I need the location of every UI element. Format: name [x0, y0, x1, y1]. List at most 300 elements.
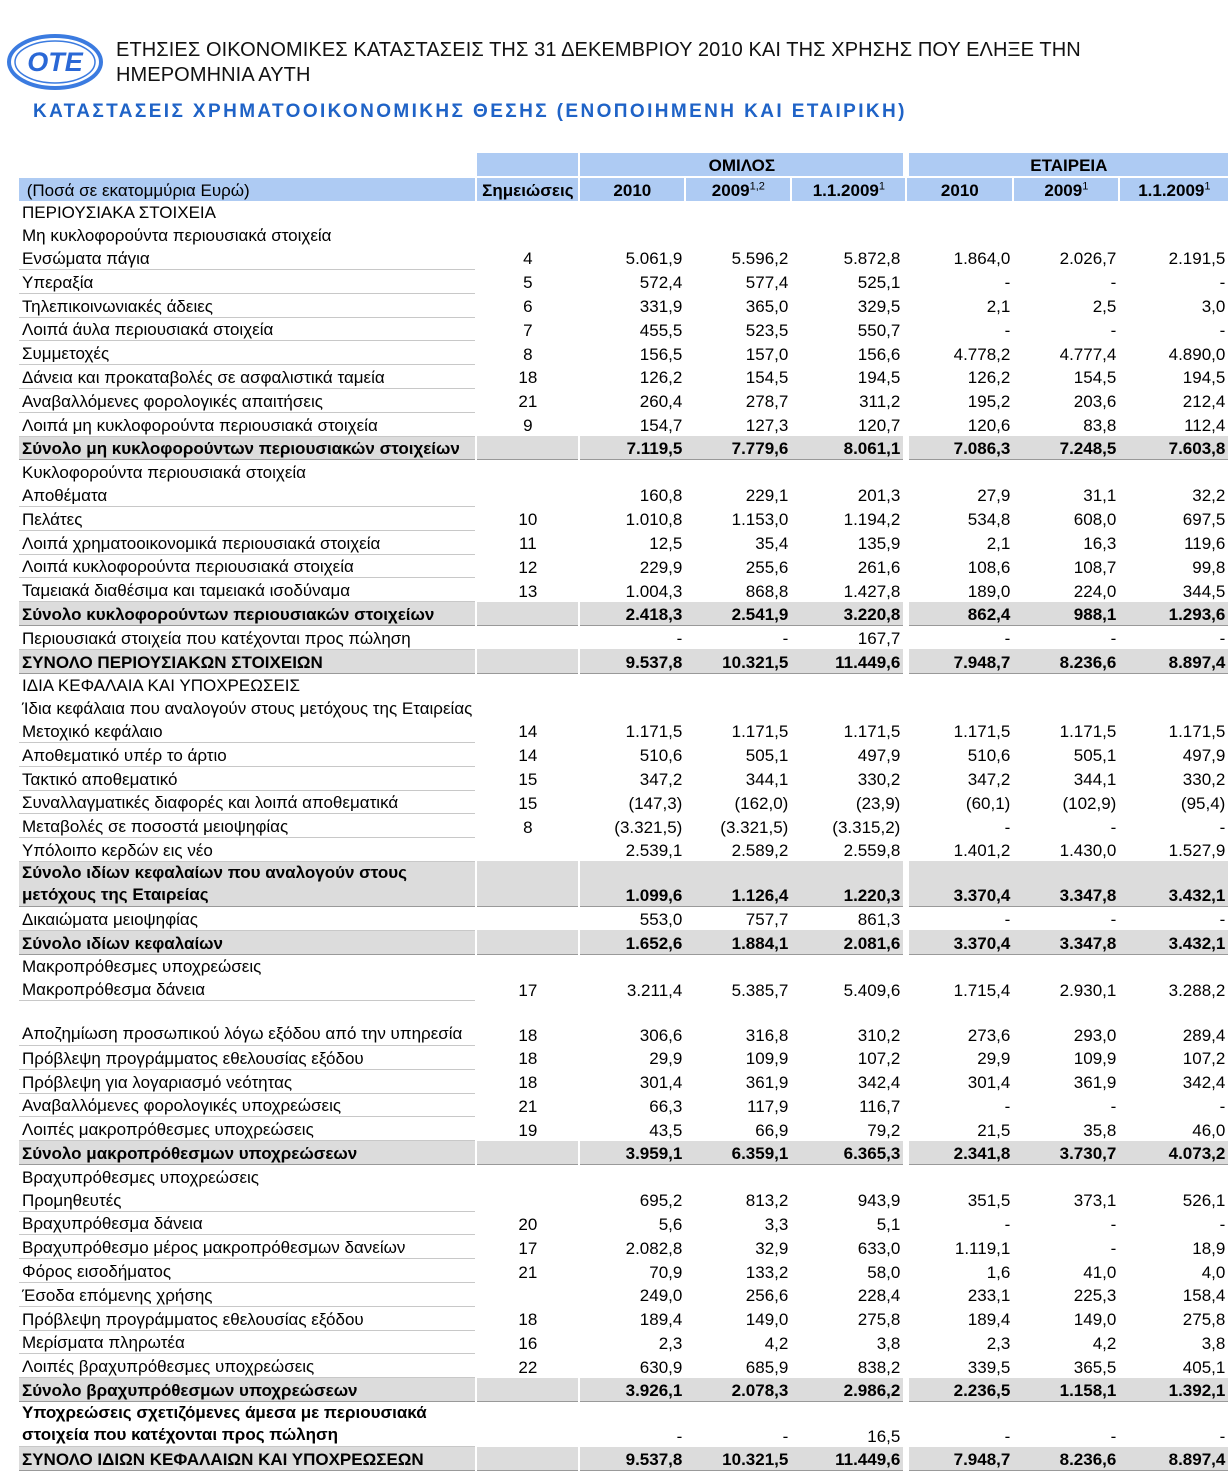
value-cell: 3.432,1: [1119, 861, 1228, 906]
section-label: ΙΔΙΑ ΚΕΦΑΛΑΙΑ ΚΑΙ ΥΠΟΧΡΕΩΣΕΙΣ: [22, 676, 301, 696]
table-row: [19, 838, 1228, 862]
value-cell: 7.779,6: [685, 436, 791, 460]
value-cell: 365,5: [1073, 1357, 1117, 1377]
table-row: [19, 412, 1228, 436]
value-cell: 229,9: [639, 557, 683, 577]
value-cell: [1119, 954, 1228, 977]
table-row: [19, 1093, 1228, 1117]
table-row: [19, 293, 1228, 317]
value-cell: 2.589,2: [731, 841, 789, 861]
note-ref: [476, 861, 579, 906]
value-cell: (95,4): [1180, 793, 1226, 813]
value-cell: 261,6: [857, 557, 901, 577]
value-cell: 1.427,8: [843, 581, 901, 601]
value-cell: 330,2: [1182, 770, 1226, 790]
value-cell: 6.365,3: [791, 1141, 906, 1165]
row-label: Αποθέματα: [19, 483, 476, 506]
value-cell: -: [1219, 817, 1226, 837]
value-cell: 224,0: [1073, 581, 1117, 601]
note-ref: [476, 930, 579, 954]
table-row: [19, 365, 1228, 389]
row-label: Μετοχικό κεφάλαιο: [19, 719, 476, 742]
value-cell: 7.248,5: [1013, 436, 1119, 460]
row-label: ΣΥΝΟΛΟ ΠΕΡΙΟΥΣΙΑΚΩΝ ΣΤΟΙΧΕΙΩΝ: [19, 649, 476, 673]
value-cell: 32,9: [755, 1238, 789, 1258]
table-row: [19, 1046, 1228, 1070]
value-cell: 4.778,2: [906, 341, 1013, 365]
section-label: Βραχυπρόθεσμες υποχρεώσεις: [22, 1167, 259, 1187]
value-cell: -: [1110, 910, 1117, 930]
value-cell: [791, 696, 906, 719]
value-cell: 1.715,4: [906, 977, 1013, 1000]
value-cell: -: [1219, 629, 1226, 649]
value-cell: 203,6: [1073, 392, 1117, 412]
value-cell: -: [1110, 629, 1117, 649]
table-row: [19, 1211, 1228, 1235]
value-cell: 3.730,7: [1013, 1141, 1119, 1165]
value-cell: 1.010,8: [625, 510, 683, 530]
value-cell: -: [906, 1402, 1013, 1447]
value-cell: 2,1: [906, 293, 1013, 317]
value-cell: 550,7: [857, 320, 901, 340]
value-cell: 16,3: [1083, 534, 1117, 554]
value-cell: 868,8: [745, 581, 789, 601]
note-ref: 18: [476, 1046, 579, 1070]
value-cell: 117,9: [747, 1096, 789, 1116]
value-cell: 126,2: [906, 365, 1013, 389]
value-cell: 3.347,8: [1013, 861, 1119, 906]
value-cell: [1119, 696, 1228, 719]
total-row: [19, 930, 1228, 954]
table-row: [19, 1235, 1228, 1259]
value-cell: 306,6: [639, 1025, 683, 1045]
value-cell: (3.315,2): [832, 817, 901, 837]
value-cell: -: [1110, 273, 1117, 293]
value-cell: 149,0: [1073, 1310, 1117, 1330]
value-cell: 633,0: [857, 1238, 901, 1258]
value-cell: 577,4: [745, 273, 789, 293]
value-cell: -: [1110, 1096, 1117, 1116]
value-cell: -: [906, 1093, 1013, 1117]
value-cell: 4,0: [1201, 1262, 1226, 1282]
value-cell: (23,9): [855, 793, 901, 813]
section-row: [19, 673, 1228, 696]
value-cell: [685, 1165, 791, 1188]
value-cell: 3.288,2: [1168, 980, 1226, 1000]
value-cell: [1013, 696, 1119, 719]
note-ref: [476, 1141, 579, 1165]
value-cell: 1.864,0: [906, 246, 1013, 269]
value-cell: 1.171,5: [731, 722, 789, 742]
value-cell: 18,9: [1192, 1238, 1226, 1258]
document-title: ΕΤΗΣΙΕΣ ΟΙΚΟΝΟΜΙΚΕΣ ΚΑΤΑΣΤΑΣΕΙΣ ΤΗΣ 31 ΔΕΚΕΜΒΡΙΟΥ 2010 ΚΑΙ ΤΗΣ ΧΡΗΣΗΣ ΠΟΥ ΕΛΗΞΕ ΤΗΝ ΗΜΕΡΟΜΗΝΙΑ ΑΥΤΗ: [116, 39, 1081, 86]
row-label: Λοιπά χρηματοοικονομικά περιουσιακά στοιχεία: [19, 530, 476, 554]
value-cell: 697,5: [1182, 510, 1226, 530]
year-col-5: 1.1.2009$^1$: [1119, 177, 1228, 201]
value-cell: 3.220,8: [791, 602, 906, 626]
value-cell: 331,9: [639, 297, 683, 317]
row-label: Λοιπές μακροπρόθεσμες υποχρεώσεις: [19, 1117, 476, 1141]
table-row: [19, 814, 1228, 838]
table-row: [19, 977, 1228, 1000]
value-cell: 2,3: [906, 1330, 1013, 1354]
value-cell: -: [1110, 1426, 1117, 1446]
section-row: [19, 954, 1228, 977]
value-cell: 329,5: [857, 297, 901, 317]
row-label: Δικαιώματα μειοψηφίας: [19, 906, 476, 930]
value-cell: 135,9: [857, 534, 901, 554]
value-cell: -: [1219, 1426, 1226, 1446]
note-ref: [476, 1188, 579, 1211]
value-cell: 194,5: [857, 368, 901, 388]
row-label: Σύνολο βραχυπρόθεσμων υποχρεώσεων: [19, 1378, 476, 1402]
row-label: Λοιπά άυλα περιουσιακά στοιχεία: [19, 317, 476, 341]
value-cell: [791, 223, 906, 246]
value-cell: 108,7: [1073, 557, 1117, 577]
value-cell: 2.541,9: [685, 602, 791, 626]
value-cell: 3.211,4: [626, 980, 683, 1000]
value-cell: 361,9: [745, 1073, 789, 1093]
note-ref: [476, 223, 579, 246]
note-ref: 19: [476, 1117, 579, 1141]
note-ref: [476, 1165, 579, 1188]
value-cell: 5.596,2: [731, 249, 789, 269]
value-cell: 167,7: [857, 629, 901, 649]
total-row: [19, 649, 1228, 673]
value-cell: 7.119,5: [579, 436, 685, 460]
value-cell: 311,2: [859, 392, 901, 412]
value-cell: [1119, 1165, 1228, 1188]
section-row: [19, 460, 1228, 483]
value-cell: [791, 1165, 906, 1188]
table-row: [19, 1117, 1228, 1141]
value-cell: 27,9: [906, 483, 1013, 506]
value-cell: -: [676, 1426, 683, 1446]
value-cell: 1.194,2: [843, 510, 901, 530]
year-col-2: 1.1.2009$^1$: [791, 177, 906, 201]
row-label: Λοιπές βραχυπρόθεσμες υποχρεώσεις: [19, 1354, 476, 1378]
table-row: [19, 554, 1228, 578]
value-cell: 813,2: [745, 1191, 789, 1211]
value-cell: [791, 201, 906, 224]
value-cell: 1.430,0: [1059, 841, 1117, 861]
value-cell: 273,6: [906, 1001, 1013, 1046]
value-cell: [579, 201, 685, 224]
value-cell: -: [1219, 273, 1226, 293]
value-cell: 351,5: [906, 1188, 1013, 1211]
row-label: Ταμειακά διαθέσιμα και ταμειακά ισοδύναμα: [19, 578, 476, 602]
value-cell: 4,2: [1092, 1333, 1117, 1353]
value-cell: 2,1: [906, 530, 1013, 554]
note-ref: [476, 436, 579, 460]
value-cell: 154,7: [639, 416, 683, 436]
value-cell: [906, 223, 1013, 246]
value-cell: [1013, 223, 1119, 246]
value-cell: -: [906, 269, 1013, 293]
section-label: Μη κυκλοφορούντα περιουσιακά στοιχεία: [22, 226, 332, 246]
value-cell: 189,4: [639, 1310, 683, 1330]
note-ref: [476, 838, 579, 862]
value-cell: 2.341,8: [906, 1141, 1013, 1165]
value-cell: 553,0: [639, 910, 683, 930]
note-ref: 14: [476, 719, 579, 742]
value-cell: 2.191,5: [1168, 249, 1226, 269]
header-blank: [19, 153, 476, 177]
value-cell: 526,1: [1182, 1191, 1226, 1211]
value-cell: 126,2: [639, 368, 683, 388]
value-cell: 7.086,3: [906, 436, 1013, 460]
value-cell: [906, 954, 1013, 977]
value-cell: 154,5: [745, 368, 789, 388]
value-cell: 5.409,6: [843, 980, 901, 1000]
table-row: [19, 246, 1228, 269]
value-cell: 339,5: [906, 1354, 1013, 1378]
value-cell: [906, 460, 1013, 483]
row-label: Βραχυπρόθεσμο μέρος μακροπρόθεσμων δανείων: [19, 1235, 476, 1259]
value-cell: 344,5: [1182, 581, 1226, 601]
value-cell: 119,6: [1184, 534, 1226, 554]
value-cell: 109,9: [745, 1049, 789, 1069]
note-ref: 15: [476, 766, 579, 790]
value-cell: [791, 460, 906, 483]
note-ref: [476, 906, 579, 930]
value-cell: 189,0: [906, 578, 1013, 602]
value-cell: 3,0: [1201, 297, 1226, 317]
note-ref: [476, 696, 579, 719]
value-cell: 1.171,5: [625, 722, 683, 742]
note-ref: 6: [476, 293, 579, 317]
value-cell: [906, 201, 1013, 224]
value-cell: 2.559,8: [843, 841, 901, 861]
note-ref: [476, 673, 579, 696]
value-cell: -: [1219, 910, 1226, 930]
value-cell: [906, 673, 1013, 696]
value-cell: 120,6: [906, 412, 1013, 436]
section-row: [19, 223, 1228, 246]
value-cell: 260,4: [639, 392, 683, 412]
value-cell: 10.321,5: [685, 649, 791, 673]
value-cell: 1.171,5: [906, 719, 1013, 742]
note-ref: [476, 1402, 579, 1447]
total-row: [19, 602, 1228, 626]
value-cell: [1013, 673, 1119, 696]
value-cell: 127,3: [745, 416, 789, 436]
table-row: [19, 578, 1228, 602]
value-cell: 1.220,3: [791, 861, 906, 906]
table-row: [19, 341, 1228, 365]
value-cell: 3.370,4: [906, 861, 1013, 906]
value-cell: -: [1110, 817, 1117, 837]
value-cell: 505,1: [1073, 746, 1117, 766]
value-cell: 630,9: [639, 1357, 683, 1377]
value-cell: 3.959,1: [579, 1141, 685, 1165]
value-cell: 572,4: [639, 273, 683, 293]
value-cell: 5.872,8: [843, 249, 901, 269]
value-cell: [579, 223, 685, 246]
value-cell: 455,5: [639, 320, 683, 340]
value-cell: 4.890,0: [1168, 344, 1226, 364]
row-label: Τακτικό αποθεματικό: [19, 766, 476, 790]
value-cell: 1.293,6: [1119, 602, 1228, 626]
value-cell: -: [1219, 320, 1226, 340]
value-cell: [1013, 460, 1119, 483]
value-cell: [1013, 954, 1119, 977]
value-cell: 2,5: [1092, 297, 1117, 317]
value-cell: 301,4: [906, 1069, 1013, 1093]
note-ref: [476, 201, 579, 224]
note-ref: 21: [476, 388, 579, 412]
value-cell: 29,9: [906, 1046, 1013, 1070]
value-cell: 1.527,9: [1168, 841, 1226, 861]
value-cell: 695,2: [639, 1191, 683, 1211]
section-label: Κυκλοφορούντα περιουσιακά στοιχεία: [22, 463, 307, 483]
value-cell: 685,9: [745, 1357, 789, 1377]
year-header-row: [19, 177, 1228, 201]
value-cell: [906, 696, 1013, 719]
value-cell: [791, 954, 906, 977]
amounts-label: (Ποσά σε εκατομμύρια Ευρώ): [19, 177, 476, 201]
note-ref: 21: [476, 1093, 579, 1117]
value-cell: 757,7: [745, 910, 789, 930]
table-row: [19, 1330, 1228, 1354]
value-cell: 838,2: [857, 1357, 901, 1377]
table-row: [19, 388, 1228, 412]
value-cell: 1.004,3: [625, 581, 683, 601]
value-cell: 8.236,6: [1013, 649, 1119, 673]
value-cell: 9.537,8: [579, 1447, 685, 1471]
row-label: Σύνολο ιδίων κεφαλαίων που αναλογούν στους μετόχους της Εταιρείας: [19, 861, 476, 906]
note-ref: [476, 649, 579, 673]
group-omilos: ΟΜΙΛΟΣ: [579, 153, 906, 177]
value-cell: 8.897,4: [1119, 1447, 1228, 1471]
value-cell: [1119, 460, 1228, 483]
value-cell: 8.061,1: [791, 436, 906, 460]
value-cell: 1.171,5: [1168, 722, 1226, 742]
value-cell: 1.652,6: [579, 930, 685, 954]
value-cell: (147,3): [628, 793, 683, 813]
value-cell: 7.948,7: [906, 649, 1013, 673]
table-row: [19, 719, 1228, 742]
value-cell: [906, 1165, 1013, 1188]
value-cell: 249,0: [639, 1286, 683, 1306]
value-cell: 157,0: [745, 344, 789, 364]
value-cell: 361,9: [1073, 1073, 1117, 1093]
value-cell: 862,4: [906, 602, 1013, 626]
value-cell: 293,0: [1073, 1025, 1117, 1045]
value-cell: 32,2: [1192, 486, 1226, 506]
value-cell: 510,6: [639, 746, 683, 766]
row-label: Λοιπά μη κυκλοφορούντα περιουσιακά στοιχεία: [19, 412, 476, 436]
table-row: [19, 530, 1228, 554]
value-cell: 255,6: [745, 557, 789, 577]
value-cell: 11.449,6: [791, 1447, 906, 1471]
value-cell: 212,4: [1182, 392, 1226, 412]
row-label: Περιουσιακά στοιχεία που κατέχονται προς πώληση: [19, 625, 476, 649]
value-cell: 3.432,1: [1119, 930, 1228, 954]
value-cell: 21,5: [906, 1117, 1013, 1141]
value-cell: 2.986,2: [791, 1378, 906, 1402]
value-cell: 2.539,1: [625, 841, 683, 861]
value-cell: 608,0: [1073, 510, 1117, 530]
value-cell: 149,0: [745, 1310, 789, 1330]
note-ref: 12: [476, 554, 579, 578]
value-cell: 1.401,2: [906, 838, 1013, 862]
row-label: Σύνολο κυκλοφορούντων περιουσιακών στοιχείων: [19, 602, 476, 626]
value-cell: 2.236,5: [906, 1378, 1013, 1402]
value-cell: [1119, 673, 1228, 696]
value-cell: 4.073,2: [1119, 1141, 1228, 1165]
value-cell: 1.171,5: [1059, 722, 1117, 742]
value-cell: 154,5: [1073, 368, 1117, 388]
value-cell: 510,6: [906, 742, 1013, 766]
value-cell: 3,8: [876, 1333, 901, 1353]
value-cell: [791, 673, 906, 696]
value-cell: 156,6: [857, 344, 901, 364]
value-cell: 2.930,1: [1059, 980, 1117, 1000]
value-cell: 12,5: [649, 534, 683, 554]
row-label: Μεταβολές σε ποσοστά μειοψηφίας: [19, 814, 476, 838]
value-cell: 1.884,1: [685, 930, 791, 954]
value-cell: 83,8: [1083, 416, 1117, 436]
value-cell: 497,9: [857, 746, 901, 766]
value-cell: 225,3: [1073, 1286, 1117, 1306]
value-cell: [685, 201, 791, 224]
row-label: Υπόλοιπο κερδών εις νέο: [19, 838, 476, 862]
note-ref: [476, 460, 579, 483]
value-cell: [579, 696, 685, 719]
value-cell: 108,6: [906, 554, 1013, 578]
note-ref: [476, 1283, 579, 1307]
value-cell: 79,2: [867, 1120, 901, 1140]
row-label: Συμμετοχές: [19, 341, 476, 365]
note-ref: [476, 954, 579, 977]
notes-header: Σημειώσεις: [476, 177, 579, 201]
value-cell: -: [782, 629, 789, 649]
value-cell: 66,9: [755, 1120, 789, 1140]
row-label: Μερίσματα πληρωτέα: [19, 1330, 476, 1354]
value-cell: 31,1: [1083, 486, 1117, 506]
value-cell: 3.370,4: [906, 930, 1013, 954]
row-label: Αποζημίωση προσωπικού λόγω εξόδου από την υπηρεσία: [19, 1001, 476, 1046]
note-ref: 5: [476, 269, 579, 293]
value-cell: 8.897,4: [1119, 649, 1228, 673]
value-cell: 330,2: [857, 770, 901, 790]
note-ref: 18: [476, 1306, 579, 1330]
value-cell: 342,4: [857, 1073, 901, 1093]
value-cell: 107,2: [1182, 1049, 1226, 1069]
value-cell: 116,7: [859, 1096, 901, 1116]
value-cell: 10.321,5: [685, 1447, 791, 1471]
value-cell: [579, 460, 685, 483]
value-cell: [1013, 201, 1119, 224]
note-ref: 8: [476, 341, 579, 365]
value-cell: 16,5: [867, 1426, 901, 1446]
value-cell: 29,9: [649, 1049, 683, 1069]
note-ref: 14: [476, 742, 579, 766]
value-cell: 5,6: [658, 1214, 683, 1234]
value-cell: 342,4: [1182, 1073, 1226, 1093]
year-col-3: 2010: [906, 177, 1013, 201]
value-cell: 316,8: [745, 1025, 789, 1045]
table-row: [19, 1069, 1228, 1093]
value-cell: 1.392,1: [1119, 1378, 1228, 1402]
value-cell: 58,0: [867, 1262, 901, 1282]
value-cell: 2.081,6: [791, 930, 906, 954]
value-cell: 405,1: [1182, 1357, 1226, 1377]
value-cell: (102,9): [1062, 793, 1117, 813]
note-ref: 21: [476, 1259, 579, 1283]
value-cell: 861,3: [857, 910, 901, 930]
